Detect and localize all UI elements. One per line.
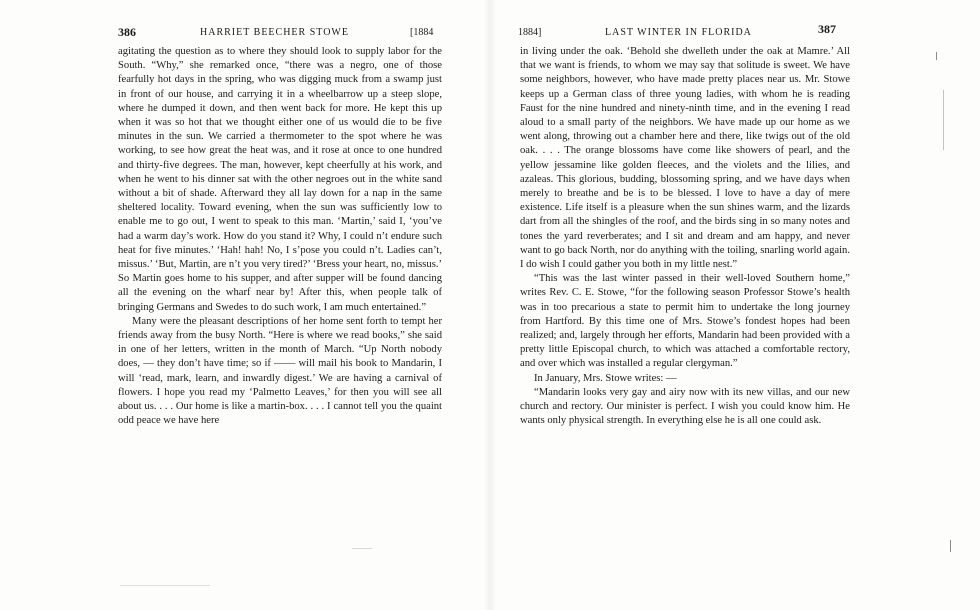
scan-artifact: [120, 585, 210, 586]
scan-artifact: [352, 548, 372, 549]
right-paragraph-3: In January, Mrs. Stowe writes: —: [534, 372, 677, 384]
left-body-text: [118, 45, 442, 428]
right-year-mark: 1884]: [518, 27, 542, 38]
right-paragraph-2: “This was the last winter passed in their well-loved Southern home,” writes Rev. C. E. Stowe, “for the following season Professor Stowe’s health was in too precarious a state to permit him to undertake the long journey from Hartford. By this time one of Mrs. Stowe’s fondest hopes had been realized; and, largely through her efforts, Mandarin had been provided with a pretty little Episcopal church, to which was attached a comfortable rectory, and over which was installed a regular clergyman.”: [520, 273, 850, 370]
scan-artifact: [936, 52, 937, 60]
left-page-number: 386: [118, 25, 136, 39]
left-paragraph-2: Many were the pleasant descriptions of her home sent forth to tempt her friends away from the busy North. “Here is where we read books,” she said in one of her letters, written in the month of March. “Up North nobody does, — they don’t have time; so if —— will mail his book to Mandarin, I will ‘read, mark, learn, and inwardly digest.’ We are having a carnival of flowers. I hope you read my ‘Palmetto Leaves,’ for then you will see all about us. . . . Our home is like a martin-box. . . . I cannot tell you the quaint odd peace we have here: [118, 315, 442, 427]
left-year-mark: [1884: [410, 27, 434, 38]
right-paragraph-4: “Mandarin looks very gay and airy now with its new villas, and our new church and rectory. Our minister is perfect. I wish you could know him. He wants only physical strength. In everything else he is all one could ask.: [520, 386, 850, 427]
right-paragraph-1: in living under the oak. ‘Behold she dwelleth under the oak at Mamre.’ All that we want is friends, to whom we may say that solitude is sweet. We have some neighbors, however, who have made pretty places near us. Mr. Stowe keeps up a German class of three young ladies, with whom he is reading Faust for the nine hundred and ninety-ninth time, and in the evening I read aloud to a small party of the neighbors. We have made up our home as we went along, throwing out a chamber here and there, like twigs out of the old oak. . . . The orange blossoms have come like showers of pearl, and the yellow jessamine like golden fleeces, and the violets and the lilies, and azaleas. This glorious, budding, blossoming spring, and we have days when merely to breathe and be is to be blessed. I love to have a day of mere existence. Life itself is a pleasure when the sun shines warm, and the lizards dart from all the shingles of the roof, and the birds sing in so many notes and tones the yard reverberates; and I sit and dream and am happy, and never want to go back North, nor do anything with the toiling, snarling world again. I do wish I could gather you both in my little nest.”: [520, 46, 850, 271]
right-body-text: [520, 45, 850, 428]
right-page: [490, 0, 980, 610]
left-running-title: HARRIET BEECHER STOWE: [200, 27, 349, 38]
scan-artifact: [950, 540, 951, 552]
right-page-number: 387: [818, 22, 836, 36]
scan-artifact: [943, 90, 944, 150]
right-running-title: LAST WINTER IN FLORIDA: [605, 27, 752, 38]
left-paragraph-1: agitating the question as to where they should look to supply labor for the South. “Why,” she remarked once, “there was a negro, one of those fearfully hot days in the spring, who was digging muck from a swamp just in front of our house, and carrying it in a wheelbarrow up a steep slope, where he dumped it down, and then went back for more. He kept this up when it was so hot that we thought either one of us would die to be five minutes in the sun. We carried a thermometer to the spot where he was working, to see how great the heat was, and it rose at once to one hundred and thirty-five degrees. The man, however, kept cheerfully at his work, and when he went to his dinner sat with the other negroes out in the white sand without a bit of shade. Afterward they all lay down for a nap in the same sheltered locality. Toward evening, when the sun was sufficiently low to enable me to go out, I went to speak to this man. ‘Martin,’ said I, ‘you’ve had a warm day’s work. How do you stand it? Why, I could n’t endure such heat for five minutes.’ ‘Hah! hah! No, I s’pose you could n’t. Ladies can’t, missus.’ ‘But, Martin, are n’t you very tired?’ ‘Bress your heart, no, missus.’ So Martin goes home to his supper, and after supper will be found dancing all the evening on the wharf near by! After this, when people talk of bringing Germans and Swedes to do such work, I am much entertained.”: [118, 46, 442, 313]
